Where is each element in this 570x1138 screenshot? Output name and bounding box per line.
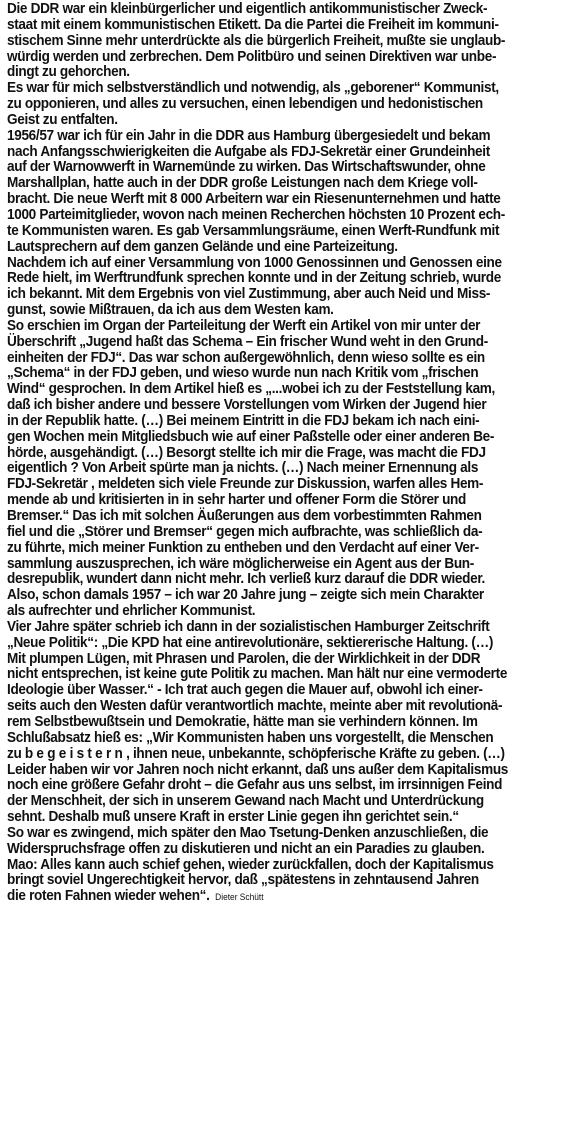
text-line	[7, 192, 525, 208]
line-text: ich bekannt. Mit dem Ergebnis von viel Zustimmung, aber auch Neid und Miss-	[7, 286, 491, 303]
text-line	[7, 34, 525, 50]
line-text: bringt soviel Ungerechtigkeit hervor, daß „spätestens in zehntausend Jahren	[7, 872, 479, 889]
line-text: Bremser.“ Das ich mit solchen Äußerungen aus dem vorbestimmten Rahmen	[7, 508, 482, 524]
line-text: der Menschheit, der sich in unserem Gewand nach Macht und Unterdrückung	[7, 793, 484, 810]
line-text: in der Republik hatte. (…) Bei meinem Eintritt in die FDJ bekam ich nach eini-	[7, 412, 480, 429]
text-line	[7, 699, 525, 715]
line-text: Wind“ gesprochen. In dem Artikel hieß es „...wobei ich zu der Feststellung kam,	[7, 381, 496, 398]
line-text: als aufrechter und ehrlicher Kommunist.	[7, 603, 256, 620]
line-text: nach Anfangsschwierigkeiten die Aufgabe als FDJ-Sekretär einer Grundeinheit	[7, 143, 490, 160]
line-text: Überschrift „Jugend haßt das Schema – Ein frischer Wund weht in den Grund-	[7, 333, 488, 350]
text-line	[7, 366, 525, 382]
emphasized-word: begeistern	[24, 745, 127, 762]
line-text: stischem Sinne mehr unterdrückte als die bürgerlich Freiheit, mußte sie unglaub-	[7, 32, 506, 49]
text-line	[7, 176, 525, 192]
text-line	[7, 842, 525, 858]
line-text: 1000 Parteimitglieder, wovon nach meinen Recherchen höchsten 10 Prozent ech-	[7, 206, 505, 223]
text-line	[7, 731, 525, 747]
line-text: würdig werden und zerbrechen. Dem Politbüro und seinen Direktiven war unbe-	[7, 48, 497, 65]
line-text: noch eine größere Gefahr droht – die Gefahr aus uns selbst, im irrsinnigen Feind	[7, 777, 503, 794]
text-line	[7, 129, 525, 145]
text-line	[7, 493, 525, 509]
text-line	[7, 858, 525, 874]
text-line	[7, 541, 525, 557]
text-line	[7, 414, 525, 430]
text-line	[7, 826, 525, 842]
line-text: Lautsprechern auf dem ganzen Gelände und eine Parteizeitung.	[7, 238, 398, 255]
line-text: Die DDR war ein kleinbürgerlicher und eigentlich antikommunistischer Zweck-	[7, 1, 488, 17]
line-text: Marshallplan, hatte auch in der DDR große Leistungen nach dem Kriege voll-	[7, 175, 478, 192]
text-line	[7, 446, 525, 462]
text-line	[7, 667, 525, 683]
line-text: Leider haben wir vor Jahren noch nicht erkannt, daß uns außer dem Kapitalismus	[7, 761, 509, 778]
line-text: Nachdem ich auf einer Versammlung von 1000 Genossinnen und Genossen eine	[7, 254, 502, 271]
text-line	[7, 351, 525, 367]
line-text: sehnt. Deshalb muß unsere Kraft in erster Linie gegen ihn gerichtet sein.“	[7, 809, 459, 826]
line-text: Ideologie über Wasser.“ - Ich trat auch gegen die Mauer auf, obwohl ich einer-	[7, 682, 483, 699]
text-line	[7, 778, 525, 794]
text-line	[7, 208, 525, 224]
text-line	[7, 145, 525, 161]
line-text: Vier Jahre später schrieb ich dann in der sozialistischen Hamburger Zeitschrift	[7, 618, 490, 635]
text-line	[7, 18, 525, 34]
text-line	[7, 873, 525, 889]
text-line	[7, 113, 525, 129]
line-text: fiel und die „Störer und Bremser“ gegen mich aufbrachte, was schließlich da-	[7, 523, 483, 540]
text-line	[7, 430, 525, 446]
text-line	[7, 794, 525, 810]
text-line	[7, 604, 525, 620]
article-text	[7, 2, 564, 905]
line-text: So erschien im Organ der Parteileitung der Werft ein Artikel von mir unter der	[7, 317, 481, 334]
text-line	[7, 525, 525, 541]
line-text: hörde, ausgehändigt. (…) Besorgt stellte ich mir die Frage, was macht die FDJ	[7, 444, 486, 461]
line-text: Schlußabsatz hieß es: „Wir Kommunisten haben uns vorgestellt, die Menschen	[7, 729, 494, 746]
text-line	[7, 240, 525, 256]
text-line	[7, 557, 525, 573]
line-text: nicht entsprechen, ist keine gute Politik zu machen. Man hält nur eine vermoderte	[7, 666, 508, 683]
text-line	[7, 398, 525, 414]
text-line	[7, 335, 525, 351]
text-line	[7, 588, 525, 604]
text-line	[7, 715, 525, 731]
line-text: „Schema“ in der FDJ geben, und wieso wurde nun nach Kritik vom „frischen	[7, 365, 479, 382]
text-line	[7, 271, 525, 287]
line-text: auf der Warnowwerft in Warnemünde zu wirken. Das Wirtschaftswunder, ohne	[7, 159, 486, 176]
text-span: zu	[7, 745, 25, 762]
text-line	[7, 81, 525, 97]
line-text: eigentlich ? Von Arbeit spürte man ja nichts. (…) Nach meiner Ernennung als	[7, 460, 479, 477]
line-text: gunst, sowie Mißtrauen, da ich aus dem Westen kam.	[7, 302, 334, 319]
author-signature: Dieter Schütt	[215, 892, 264, 903]
line-text: Also, schon damals 1957 – ich war 20 Jahre jung – zeigte sich mein Charakter	[7, 587, 484, 604]
text-line	[7, 287, 525, 303]
text-line	[7, 810, 525, 826]
line-text: gen Wochen mein Mitgliedsbuch wie auf einer Paßstelle oder einer anderen Be-	[7, 428, 495, 445]
line-text: Es war für mich selbstverständlich und notwendig, als „geborener“ Kommunist,	[7, 80, 499, 97]
line-text: Widerspruchsfrage offen zu diskutieren und nicht an ein Paradies zu glauben.	[7, 840, 485, 857]
text-line	[7, 256, 525, 272]
text-line	[7, 636, 525, 652]
text-line	[7, 509, 525, 525]
text-line	[7, 2, 525, 18]
line-text: te Kommunisten waren. Es gab Versammlungsräume, einen Werft-Rundfunk mit	[7, 222, 500, 239]
text-line	[7, 319, 525, 335]
text-line	[7, 50, 525, 66]
line-text: bracht. Die neue Werft mit 8 000 Arbeitern war ein Riesenunternehmen und hatte	[7, 191, 501, 208]
text-line	[7, 620, 525, 636]
line-text: Geist zu entfalten.	[7, 111, 118, 128]
line-text: Mit plumpen Lügen, mit Phrasen und Parolen, die der Wirklichkeit in der DDR	[7, 650, 481, 667]
text-line	[7, 683, 525, 699]
line-text: dingt zu gehorchen.	[7, 64, 130, 81]
line-text: desrepublik, wundert dann nicht mehr. Ich verließ kurz darauf die DDR wieder.	[7, 571, 485, 588]
line-text: Mao: Alles kann auch schief gehen, wieder zurückfallen, doch der Kapitalismus	[7, 856, 494, 873]
text-line	[7, 303, 525, 319]
text-line	[7, 572, 525, 588]
line-text: die roten Fahnen wieder wehen“.	[7, 888, 210, 905]
text-line	[7, 747, 525, 763]
line-text: seits auch den Westen dafür verantwortlich machte, meinte aber mit revolutionä-	[7, 698, 503, 715]
line-text: staat mit einem kommunistischen Etikett. Da die Partei die Freiheit im kommuni-	[7, 16, 499, 33]
line-text: zu opponieren, und alles zu versuchen, einen lebendigen und hedonistischen	[7, 96, 483, 113]
line-text: sammlung auszusprechen, ich wäre möglicherweise ein Agent aus der Bun-	[7, 555, 474, 572]
line-text: zu führte, mich meiner Funktion zu entheben und den Verdacht auf einer Ver-	[7, 539, 479, 556]
line-text: „Neue Politik“: „Die KPD hat eine antirevolutionäre, sektiererische Haltung. (…)	[7, 634, 494, 651]
line-text: mende ab und kritisierten in in sehr harter und offener Form die Störer und	[7, 492, 466, 509]
text-span: , ihnen neue, unbekannte, schöpferische Kräfte zu geben. (…)	[126, 745, 505, 762]
text-line	[7, 65, 525, 81]
line-text: FDJ-Sekretär , meldeten sich viele Freunde zur Diskussion, warfen alles Hem-	[7, 476, 484, 493]
line-text: daß ich bisher andere und bessere Vorstellungen vom Wirken der Jugend hier	[7, 397, 487, 414]
text-line	[7, 652, 525, 668]
text-line	[7, 224, 525, 240]
line-text: So war es zwingend, mich später den Mao Tsetung-Denken anzuschließen, die	[7, 824, 489, 841]
text-line	[7, 477, 525, 493]
text-line	[7, 160, 525, 176]
text-line	[7, 97, 525, 113]
line-text: rem Selbstbewußtsein und Demokratie, hätte man sie verhindern können. Im	[7, 713, 478, 730]
text-line	[7, 889, 525, 905]
line-text: einheiten der FDJ“. Das war schon außergewöhnlich, denn wieso sollte es ein	[7, 349, 485, 366]
text-line	[7, 382, 525, 398]
text-line	[7, 763, 525, 779]
line-text: 1956/57 war ich für ein Jahr in die DDR aus Hamburg übergesiedelt und bekam	[7, 127, 491, 144]
text-line	[7, 461, 525, 477]
line-text: Rede hielt, im Werftrundfunk sprechen konnte und in der Zeitung schrieb, wurde	[7, 270, 501, 287]
